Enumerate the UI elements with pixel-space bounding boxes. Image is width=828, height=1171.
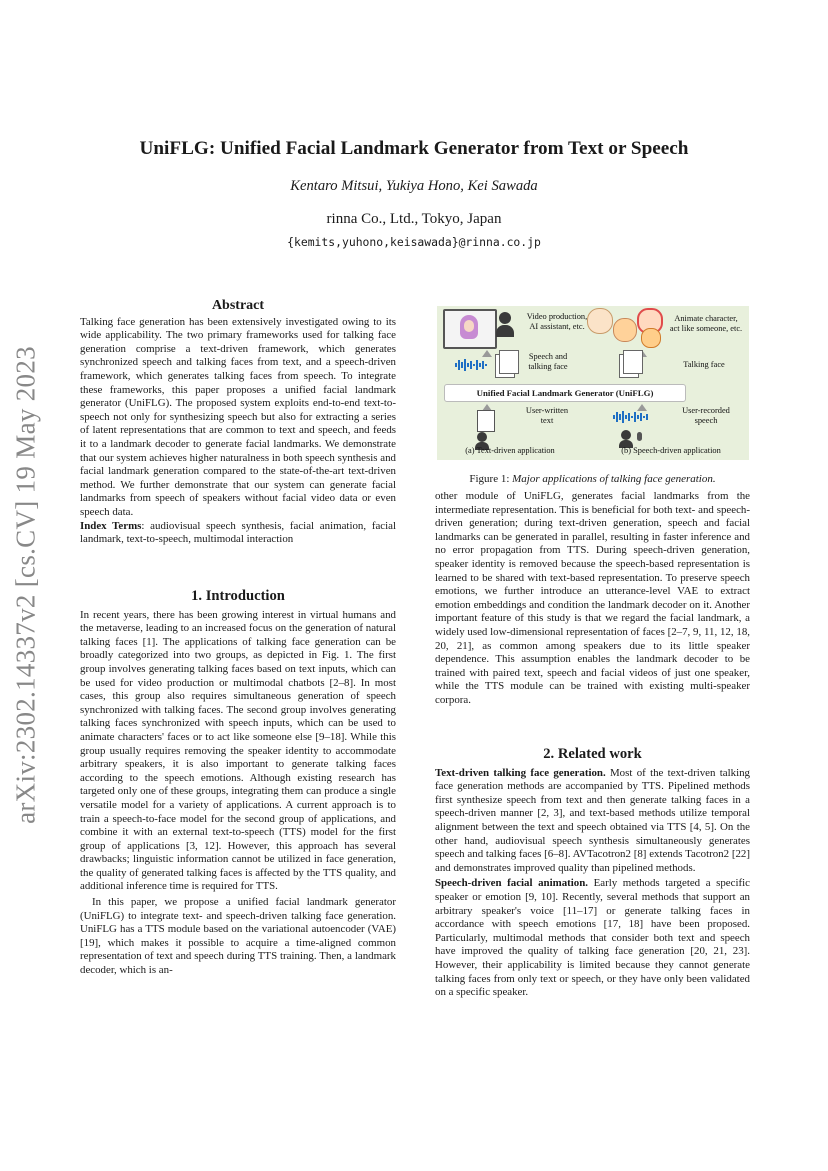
uniflg-box: Unified Facial Landmark Generator (UniFLG)	[444, 384, 686, 402]
intro-paragraph-3: other module of UniFLG, generates facial landmarks from the intermediate representation. This is beneficial for both text- and speech-driven generation; during text-driven generation, speech and facial landmarks can be generated in parallel, resulting in faster inference and no error propagation from TTS. During speech-driven generation, speaker identity is removed because the speech-based representation is learned to be shared with text-based representation. To preserve speech emotions, we further introduce an utterance-level VAE to extract emotion embeddings and condition the landmark decoder on it. Another important feature of this study is that we regard the facial landmark, a widely used low-dimensional representation of faces [2–7, 9, 11, 12, 18, 20, 21], as common among speakers due to its little speaker dependence. This assumption enables the landmark decoder to be trained with paired text, speech and facial videos of just one speaker, while the TTS module can be trained with existing multi-speaker corpora.	[435, 490, 750, 706]
intro-continued	[435, 490, 750, 708]
related-text-driven-head: Text-driven talking face generation.	[435, 766, 606, 779]
person-icon	[621, 430, 631, 440]
label-user-speech: User-recorded speech	[682, 406, 730, 425]
character-face-icon	[587, 308, 613, 334]
label-user-text: User-written text	[525, 406, 569, 425]
intro-paragraph-1: In recent years, there has been growing interest in virtual humans and the metaverse, leading to an increased focus on the generation of natural talking faces [1]. The applications of talking face generation can be broadly categorized into two groups, as depicted in Fig. 1. The first group involves generating talking faces based on text inputs, which can be used for video production or multimodal chatbots [2–8]. In most cases, this group also requires simultaneous generation of speech synchronized with talking faces. The second group involves generating talking faces synchronized with speech inputs, which can be used to animate characters' faces or to act like someone else [9–18]. While this group usually requires removing the speaker identity to accommodate arbitrary speakers, it is also important to generate talking faces according to the speech emotions. Although existing research has targeted only one of these groups, integrating them can produce a single versatile model for a variety of applications. A current approach is to train a speech-to-face model for the second group of applications, and combine it with an external text-to-speech (TTS) model for the first group of applications [3, 12]. However, this approach has several drawbacks; linguistic information cannot be utilized in face generation, the quality of generated talking faces is affected by the TTS quality, and additional inference time is required for TTS.	[80, 608, 396, 893]
label-video-production: Video production, AI assistant, etc.	[526, 312, 588, 331]
subcaption-b: (b) Speech-driven application	[621, 446, 721, 455]
arrow-up-icon	[482, 350, 492, 357]
label-speech-and-face: Speech and talking face	[528, 352, 568, 371]
abstract-body: Talking face generation has been extensively investigated owing to its wide applicability. The two primary frameworks used for talking face generation comprise a text-driven framework, which generates synchronized speech and talking faces from text, and a speech-driven framework, which generates talking faces from speech. To integrate these frameworks, this paper proposes a unified facial landmark generator (UniFLG). The proposed system exploits end-to-end text-to-speech not only for synthesizing speech but also for extracting a series of latent representations that are common to text and speech, and feeds it to a landmark decoder to generate facial landmarks. We demonstrate that our system achieves higher naturalness in both speech synthesis and facial landmark generation compared to the state-of-the-art text-driven method. We further demonstrate that our system can generate facial landmarks from speech of speakers without facial video data or even speech data.	[80, 315, 396, 518]
paper-email: {kemits,yuhono,keisawada}@rinna.co.jp	[287, 235, 541, 249]
waveform-icon	[613, 410, 653, 422]
paper-title: UniFLG: Unified Facial Landmark Generator from Text or Speech	[139, 138, 689, 159]
figure-caption	[435, 473, 750, 485]
figure-1	[437, 306, 749, 460]
paper-authors: Kentaro Mitsui, Yukiya Hono, Kei Sawada	[290, 178, 538, 194]
face-landmark-icon	[623, 350, 643, 374]
index-terms	[80, 520, 396, 547]
paper-affiliation: rinna Co., Ltd., Tokyo, Japan	[326, 211, 502, 227]
related-paragraph-text-driven	[435, 767, 750, 876]
caption-label: Figure 1:	[469, 473, 510, 485]
character-face-icon-2	[613, 318, 637, 342]
index-terms-label: Index Terms	[80, 519, 142, 532]
monitor-icon	[443, 309, 497, 349]
waveform-icon	[455, 358, 491, 372]
related-work-section	[435, 748, 750, 1000]
intro-paragraph-2: In this paper, we propose a unified facial landmark generator (UniFLG) to integrate text- and speech-driven talking face generation. UniFLG has a TTS module based on the variational autoencoder (VAE) [19], which makes it possible to acquire a time-aligned common representation of text and speech during TTS training. Then, a landmark decoder, which is an-	[80, 896, 396, 977]
arxiv-id: arXiv:2302.14337v2 [cs.CV] 19 May 2023	[10, 346, 41, 824]
related-paragraph-speech-driven	[435, 877, 750, 999]
label-talking-face: Talking face	[683, 360, 725, 369]
intro-heading: 1. Introduction	[191, 588, 285, 604]
related-speech-driven-head: Speech-driven facial animation.	[435, 877, 589, 890]
related-heading: 2. Related work	[543, 746, 642, 762]
person-icon	[477, 432, 487, 442]
arxiv-sidebar-stamp	[6, 345, 46, 825]
caption-text: Major applications of talking face generation.	[512, 473, 716, 485]
label-animate-character: Animate character, act like someone, etc.	[669, 314, 743, 333]
related-text-driven-body: Most of the text-driven talking face generation methods are accompanied by TTS. Pipelined methods first synthesize speech from text and then generate talking faces in a speech-driven manner [2, 3], and text-based methods utilize temporal alignment between the text and speech obtained via TTS [4, 5]. On the other hand, audiovisual speech synthesis simultaneously generates speech and talking faces [6–8]. AVTacotron2 [8] extends Tacotron2 [22] and demonstrates improved quality than pipelined methods.	[435, 766, 750, 874]
abstract-section	[80, 299, 396, 547]
abstract-heading: Abstract	[211, 298, 265, 313]
microphone-icon	[637, 432, 642, 441]
index-terms-text: : audiovisual speech synthesis, facial animation, facial landmark, text-to-speech, multimodal interaction	[80, 519, 396, 546]
related-speech-driven-body: Early methods targeted a specific speaker or emotion [9, 10]. Recently, several methods that support an arbitrary speaker's voice [11–17] or generate talking faces in accordance with speech emotions [17, 18] have been proposed. Particularly, multimodal methods that consider both text and speech have improved the quality of talking face generation [20, 21, 23]. However, their applicability is limited because they cannot generate talking faces from only text or speech, or they have only been validated on a specific speaker.	[435, 877, 750, 999]
document-icon	[477, 410, 495, 432]
introduction-section	[80, 590, 396, 978]
subcaption-a: (a) Text-driven application	[465, 446, 555, 455]
